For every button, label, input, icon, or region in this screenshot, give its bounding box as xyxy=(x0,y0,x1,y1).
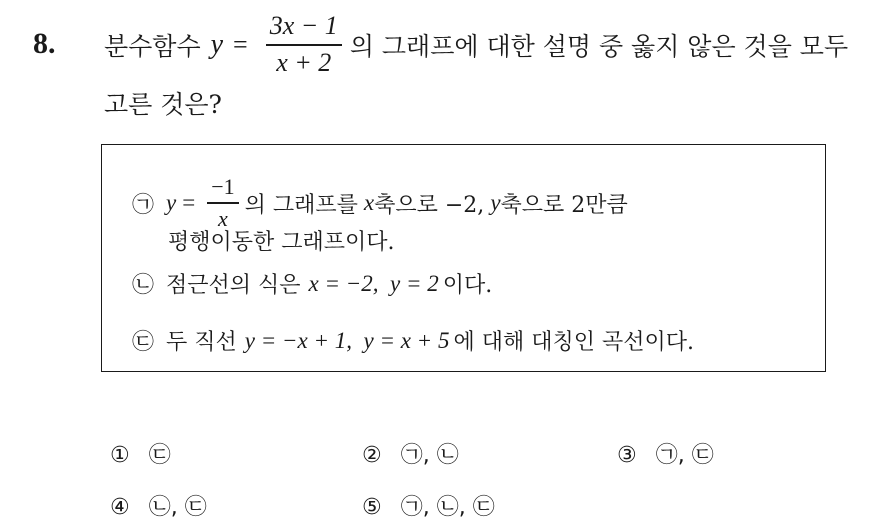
question-stem xyxy=(104,10,848,80)
choice-3-number: ③ xyxy=(617,443,637,468)
item1-numerator: −1 xyxy=(211,174,235,199)
choice-2-label: ㉠, ㉡ xyxy=(400,443,459,468)
choice-5-number: ⑤ xyxy=(362,495,382,520)
choice-4[interactable] xyxy=(110,490,207,521)
item1-var-x: x xyxy=(363,190,375,216)
statement-item-3 xyxy=(132,325,694,356)
stem-prefix: 분수함수 xyxy=(104,32,201,61)
choice-5[interactable] xyxy=(362,490,495,521)
stem-denominator: x + 2 xyxy=(276,48,332,77)
item1-text-c: 축으로 2만큼 xyxy=(500,192,628,218)
item1-line2: 평행이동한 그래프이다. xyxy=(168,230,395,255)
item3-marker: ㉢ xyxy=(132,330,155,355)
item1-var-y: y xyxy=(490,190,501,216)
item2-text-a: 점근선의 식은 xyxy=(166,273,301,298)
stem-numerator: 3x − 1 xyxy=(269,11,338,41)
item1-text-a: 의 그래프를 xyxy=(244,192,358,218)
choice-1-label: ㉢ xyxy=(148,443,171,468)
choice-1-number: ① xyxy=(110,443,130,468)
stem-fraction xyxy=(266,12,342,77)
item3-math: y = −x + 1, y = x + 5 xyxy=(244,327,450,353)
question-stem-line2: 고른 것은? xyxy=(104,90,222,119)
item3-text-b: 에 대해 대칭인 곡선이다. xyxy=(453,330,694,355)
item1-marker: ㉠ xyxy=(132,192,155,218)
statement-box xyxy=(101,144,826,372)
item2-math: x = −2, y = 2 xyxy=(308,270,439,296)
item1-lhs: y xyxy=(166,190,177,216)
choice-3[interactable] xyxy=(617,438,714,469)
item1-equals: = xyxy=(182,190,196,216)
statement-item-2 xyxy=(132,268,492,299)
stem-suffix: 의 그래프에 대한 설명 중 옳지 않은 것을 모두 xyxy=(349,32,849,61)
item1-fraction xyxy=(207,175,238,231)
stem-equals: = xyxy=(233,30,248,59)
stem-lhs: y xyxy=(210,29,224,60)
choice-3-label: ㉠, ㉢ xyxy=(655,443,714,468)
item2-marker: ㉡ xyxy=(132,273,155,298)
item1-text-b: 축으로 −2, xyxy=(374,192,485,218)
question-number: 8. xyxy=(33,27,56,60)
item1-denominator: x xyxy=(218,206,228,232)
choice-4-label: ㉡, ㉢ xyxy=(148,495,207,520)
choice-4-number: ④ xyxy=(110,495,130,520)
statement-item-1 xyxy=(132,175,628,231)
choice-5-label: ㉠, ㉡, ㉢ xyxy=(400,495,495,520)
item3-text-a: 두 직선 xyxy=(166,330,237,355)
choice-2[interactable] xyxy=(362,438,459,469)
choice-1[interactable] xyxy=(110,438,171,469)
statement-item-1-line2 xyxy=(168,225,395,256)
choice-2-number: ② xyxy=(362,443,382,468)
item2-text-b: 이다. xyxy=(442,273,493,298)
